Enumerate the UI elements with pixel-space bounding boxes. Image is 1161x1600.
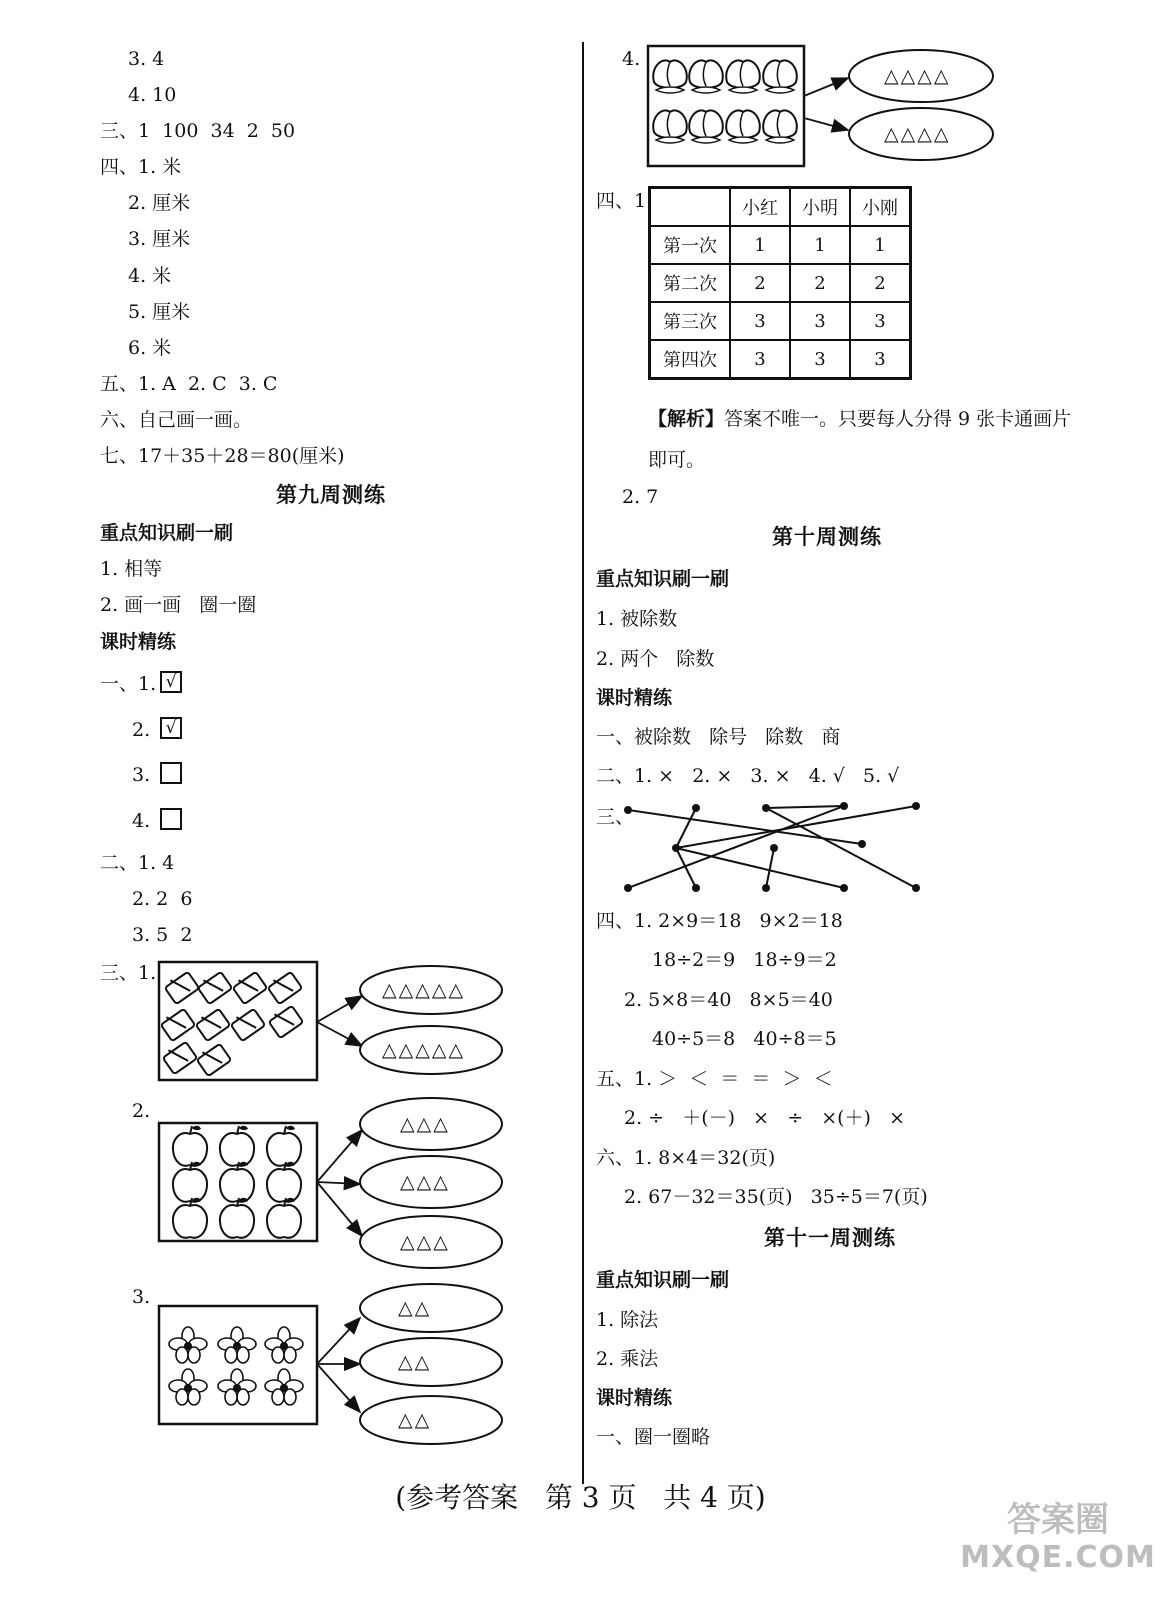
analysis-tag: 【解析】 xyxy=(648,408,725,430)
watermark-text: 答案圈 xyxy=(1007,1500,1109,1540)
triangle-group: △△△ xyxy=(400,1231,450,1253)
answer-line: 五、1. A 2. C 3. C xyxy=(100,373,278,395)
answer-line: 2. 画一画 圈一圈 xyxy=(100,594,257,616)
table-cell: 2 xyxy=(850,264,911,302)
table-cell: 3 xyxy=(730,302,790,340)
question-label: 2. xyxy=(132,1100,151,1122)
subsection-heading: 重点知识刷一刷 xyxy=(100,522,234,544)
subsection-heading: 课时精练 xyxy=(596,687,673,709)
answer-line: 七、17＋35＋28＝80(厘米) xyxy=(100,445,345,467)
answer-line: 3. 5 2 xyxy=(132,924,193,946)
answer-line: 1. 被除数 xyxy=(596,608,678,630)
question-label: 四、1. xyxy=(596,190,653,212)
question-label: 一、1. xyxy=(100,673,157,695)
answer-line: 5. 厘米 xyxy=(128,301,191,323)
checkbox-checked: √ xyxy=(160,717,182,739)
answer-line: 6. 米 xyxy=(128,337,172,359)
answer-line: 六、1. 8×4＝32(页) xyxy=(596,1147,776,1169)
subsection-heading: 课时精练 xyxy=(100,631,177,653)
question-label: 2. xyxy=(132,719,151,741)
triangle-group: △△△△△ xyxy=(382,1039,466,1061)
triangle-group: △△△△△ xyxy=(382,979,466,1001)
answer-line: 40÷5＝8 40÷8＝5 xyxy=(652,1028,837,1050)
triangle-group: △△ xyxy=(398,1409,432,1431)
answer-line: 四、1. 米 xyxy=(100,156,182,178)
watermark-logo xyxy=(958,1500,1158,1576)
answer-line: 1. 相等 xyxy=(100,558,163,580)
answer-line: 3. 4 xyxy=(128,48,165,70)
subsection-heading: 课时精练 xyxy=(596,1387,673,1409)
triangle-group: △△△△ xyxy=(884,123,951,145)
answer-line: 4. 米 xyxy=(128,265,172,287)
column-divider xyxy=(582,42,584,1484)
answer-line: 一、圈一圈略 xyxy=(596,1426,711,1448)
question-label: 3. xyxy=(132,1286,151,1308)
table-cell xyxy=(650,188,731,227)
answer-line: 2. 7 xyxy=(622,486,659,508)
section-title-week10: 第十周测练 xyxy=(772,524,882,549)
answer-line: 2. 2 6 xyxy=(132,888,193,910)
table-cell: 3 xyxy=(730,340,790,379)
question-label: 4. xyxy=(622,48,641,70)
triangle-group: △△△ xyxy=(400,1171,450,1193)
table-header: 小明 xyxy=(790,188,850,227)
table-row-header: 第四次 xyxy=(650,340,731,379)
table-header: 小红 xyxy=(730,188,790,227)
table-cell: 2 xyxy=(730,264,790,302)
checkbox-checked: √ xyxy=(160,671,182,693)
question-label: 三、1. xyxy=(100,962,157,984)
answer-line: 2. 67－32＝35(页) 35÷5＝7(页) xyxy=(624,1186,928,1208)
subsection-heading: 重点知识刷一刷 xyxy=(596,568,730,590)
table-row-header: 第三次 xyxy=(650,302,731,340)
table-cell: 1 xyxy=(790,226,850,264)
table-row-header: 第二次 xyxy=(650,264,731,302)
answer-line: 四、1. 2×9＝18 9×2＝18 xyxy=(596,910,843,932)
distribution-table xyxy=(648,186,912,380)
page-footer: (参考答案 第 3 页 共 4 页) xyxy=(395,1481,766,1514)
answer-line: 2. 两个 除数 xyxy=(596,648,715,670)
table-cell: 1 xyxy=(730,226,790,264)
table-row-header: 第一次 xyxy=(650,226,731,264)
analysis-text xyxy=(648,408,1071,430)
answer-line: 五、1. ＞ ＜ ＝ ＝ ＞ ＜ xyxy=(596,1068,833,1090)
answer-line: 三、1 100 34 2 50 xyxy=(100,120,296,142)
question-label: 4. xyxy=(132,810,151,832)
section-title-week9: 第九周测练 xyxy=(276,482,386,507)
table-cell: 3 xyxy=(790,340,850,379)
table-header: 小刚 xyxy=(850,188,911,227)
table-cell: 3 xyxy=(790,302,850,340)
section-title-week11: 第十一周测练 xyxy=(764,1225,896,1250)
table-cell: 1 xyxy=(850,226,911,264)
subsection-heading: 重点知识刷一刷 xyxy=(596,1269,730,1291)
table-cell: 3 xyxy=(850,340,911,379)
triangle-group: △△△ xyxy=(400,1113,450,1135)
triangle-group: △△△△ xyxy=(884,65,951,87)
flower-box xyxy=(159,1306,317,1424)
triangle-group: △△ xyxy=(398,1297,432,1319)
answer-line: 2. 乘法 xyxy=(596,1348,659,1370)
answer-line: 二、1. × 2. × 3. × 4. √ 5. √ xyxy=(596,765,900,787)
answer-line: 2. 厘米 xyxy=(128,192,191,214)
answer-line: 六、自己画一画。 xyxy=(100,409,253,431)
answer-line: 18÷2＝9 18÷9＝2 xyxy=(652,949,837,971)
question-label: 3. xyxy=(132,764,151,786)
answer-line: 3. 厘米 xyxy=(128,228,191,250)
answer-line: 1. 除法 xyxy=(596,1309,659,1331)
analysis-body: 答案不唯一。只要每人分得 9 张卡通画片 xyxy=(724,408,1072,430)
question-label: 三、 xyxy=(596,806,635,828)
table-cell: 2 xyxy=(790,264,850,302)
answer-line: 4. 10 xyxy=(128,84,177,106)
analysis-text: 即可。 xyxy=(648,449,706,471)
triangle-group: △△ xyxy=(398,1351,432,1373)
answer-line: 二、1. 4 xyxy=(100,852,175,874)
answer-line: 2. 5×8＝40 8×5＝40 xyxy=(624,989,833,1011)
answer-line: 一、被除数 除号 除数 商 xyxy=(596,726,841,748)
watermark-url: MXQE.COM xyxy=(960,1540,1156,1575)
table-cell: 3 xyxy=(850,302,911,340)
answer-line: 2. ÷ ＋(－) × ÷ ×(＋) × xyxy=(624,1107,906,1129)
